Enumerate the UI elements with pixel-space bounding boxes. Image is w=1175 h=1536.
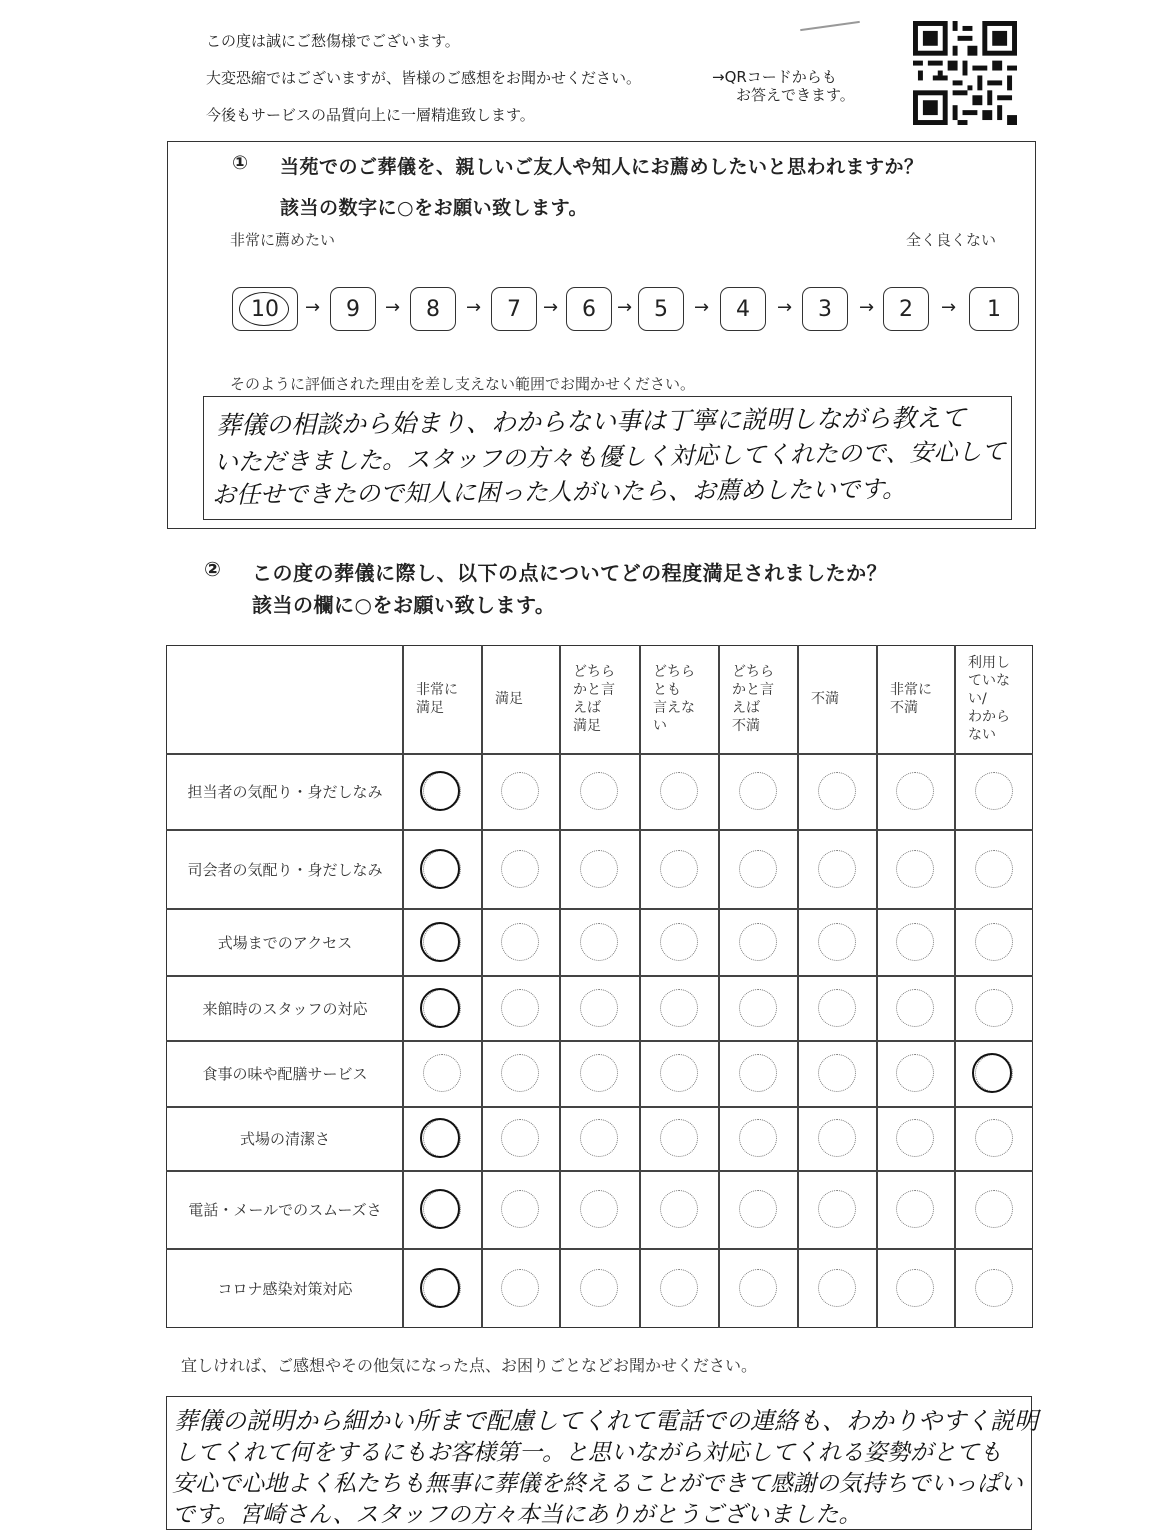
q2-title: この度の葬儀に際し、以下の点についてどの程度満足されましたか？ bbox=[252, 561, 888, 585]
q2-number: ② bbox=[204, 557, 222, 581]
scale-arrow-icon: → bbox=[466, 297, 482, 318]
answer-option-circle[interactable] bbox=[975, 772, 1013, 810]
column-header-line: 満足 bbox=[416, 700, 444, 716]
table-row-label: 担当者の気配り・身だしなみ bbox=[187, 783, 383, 801]
scale-option-5[interactable] bbox=[638, 287, 684, 331]
answer-option-circle[interactable] bbox=[501, 850, 539, 888]
answer-option-circle[interactable] bbox=[739, 1119, 777, 1157]
column-header bbox=[890, 681, 948, 717]
answer-option-circle[interactable] bbox=[818, 989, 856, 1027]
comments-prompt: 宜しければ、ご感想やその他気になった点、お困りごとなどお聞かせください。 bbox=[181, 1356, 758, 1375]
answer-option-circle[interactable] bbox=[739, 923, 777, 961]
column-header-line: 利用し bbox=[968, 655, 1010, 671]
answer-option-circle[interactable] bbox=[580, 923, 618, 961]
scale-left-label: 非常に薦めたい bbox=[230, 231, 336, 249]
answer-option-circle[interactable] bbox=[660, 1119, 698, 1157]
answer-option-circle[interactable] bbox=[896, 772, 934, 810]
answer-option-circle[interactable] bbox=[896, 1054, 934, 1092]
column-header-line: かと言 bbox=[573, 682, 615, 698]
scale-arrow-icon: → bbox=[305, 297, 321, 318]
scale-option-label: 8 bbox=[426, 296, 440, 322]
answer-option-circle[interactable] bbox=[739, 989, 777, 1027]
scale-option-6[interactable] bbox=[566, 287, 612, 331]
answer-option-circle[interactable] bbox=[580, 1190, 618, 1228]
answer-option-circle[interactable] bbox=[818, 1054, 856, 1092]
intro-line-3: 今後もサービスの品質向上に一層精進致します。 bbox=[206, 106, 535, 124]
answer-option-circle[interactable] bbox=[739, 1054, 777, 1092]
scale-arrow-icon: → bbox=[694, 297, 710, 318]
answer-option-circle[interactable] bbox=[580, 1269, 618, 1307]
answer-option-circle[interactable] bbox=[896, 850, 934, 888]
table-row-label: 来館時のスタッフの対応 bbox=[202, 999, 368, 1018]
answer-option-circle[interactable] bbox=[818, 923, 856, 961]
selected-circle-mark bbox=[420, 771, 460, 811]
scale-option-10[interactable] bbox=[232, 287, 298, 331]
table-row-divider bbox=[166, 1040, 1033, 1042]
q2-instruction: 該当の欄に○をお願い致します。 bbox=[252, 593, 556, 617]
table-column-divider bbox=[876, 645, 878, 1328]
scale-option-4[interactable] bbox=[720, 287, 766, 331]
selected-circle-mark bbox=[420, 1118, 460, 1158]
table-column-divider bbox=[559, 645, 561, 1328]
column-header-line: い/ bbox=[968, 691, 987, 707]
answer-option-circle[interactable] bbox=[501, 923, 539, 961]
column-header-line: かと言 bbox=[732, 682, 774, 698]
table-row-label: 電話・メールでのスムーズさ bbox=[188, 1201, 382, 1219]
answer-option-circle[interactable] bbox=[975, 923, 1013, 961]
table-column-divider bbox=[639, 645, 641, 1328]
scale-option-label: 10 bbox=[251, 296, 279, 322]
answer-option-circle[interactable] bbox=[580, 772, 618, 810]
table-row-label: 食事の味や配膳サービス bbox=[202, 1065, 368, 1083]
selected-circle-mark bbox=[420, 1189, 460, 1229]
scale-arrow-icon: → bbox=[543, 297, 559, 318]
scale-option-label: 2 bbox=[899, 296, 913, 322]
selected-circle-mark bbox=[420, 849, 460, 889]
answer-option-circle[interactable] bbox=[580, 1054, 618, 1092]
answer-option-circle[interactable] bbox=[580, 850, 618, 888]
column-header bbox=[653, 663, 712, 735]
answer-option-circle[interactable] bbox=[975, 989, 1013, 1027]
answer-option-circle[interactable] bbox=[896, 1190, 934, 1228]
table-row-divider bbox=[166, 975, 1033, 977]
answer-option-circle[interactable] bbox=[660, 850, 698, 888]
table-row-divider bbox=[166, 1170, 1033, 1172]
scale-arrow-icon: → bbox=[859, 297, 875, 318]
answer-option-circle[interactable] bbox=[818, 850, 856, 888]
answer-option-circle[interactable] bbox=[739, 850, 777, 888]
column-header-line: 満足 bbox=[573, 718, 601, 734]
answer-option-circle[interactable] bbox=[896, 989, 934, 1027]
intro-line-2: 大変恐縮ではございますが、皆様のご感想をお聞かせください。 bbox=[206, 69, 642, 87]
column-header-line: どちら bbox=[732, 664, 774, 680]
answer-option-circle[interactable] bbox=[975, 1269, 1013, 1307]
answer-option-circle[interactable] bbox=[580, 1119, 618, 1157]
column-header bbox=[968, 654, 1027, 744]
answer-option-circle[interactable] bbox=[660, 1054, 698, 1092]
scale-option-label: 6 bbox=[582, 296, 596, 322]
column-header bbox=[416, 681, 475, 717]
table-row-divider bbox=[166, 753, 1033, 755]
column-header-line: 不満 bbox=[732, 718, 760, 734]
pen-mark bbox=[800, 21, 860, 31]
reason-line-2: いただきました。スタッフの方々も優しく対応してくれたので、安心して bbox=[213, 437, 1006, 477]
intro-line-1: この度は誠にご愁傷様でございます。 bbox=[206, 32, 460, 50]
column-header-line: い bbox=[653, 718, 667, 734]
answer-option-circle[interactable] bbox=[501, 1269, 539, 1307]
table-row-label: 式場までのアクセス bbox=[217, 933, 353, 952]
reason-prompt: そのように評価された理由を差し支えない範囲でお聞かせください。 bbox=[230, 375, 696, 393]
selected-circle-mark bbox=[420, 1268, 460, 1308]
table-row-divider bbox=[166, 829, 1033, 831]
column-header-line: えば bbox=[732, 700, 760, 716]
table-column-divider bbox=[481, 645, 483, 1328]
table-row-label: コロナ感染対策対応 bbox=[217, 1280, 353, 1298]
table-row-divider bbox=[166, 1248, 1033, 1250]
column-header bbox=[811, 690, 870, 708]
answer-option-circle[interactable] bbox=[896, 923, 934, 961]
answer-option-circle[interactable] bbox=[501, 1119, 539, 1157]
answer-option-circle[interactable] bbox=[660, 923, 698, 961]
answer-option-circle[interactable] bbox=[580, 989, 618, 1027]
table-column-divider bbox=[718, 645, 720, 1328]
qr-code-icon[interactable] bbox=[910, 21, 1020, 125]
answer-option-circle[interactable] bbox=[896, 1119, 934, 1157]
scale-option-label: 1 bbox=[987, 296, 1001, 322]
column-header-line: どちら bbox=[573, 664, 615, 680]
answer-option-circle[interactable] bbox=[423, 1054, 461, 1092]
column-header-line: 非常に bbox=[416, 682, 458, 698]
scale-option-label: 3 bbox=[818, 296, 832, 322]
q1-number: ① bbox=[232, 152, 249, 174]
answer-option-circle[interactable] bbox=[739, 1190, 777, 1228]
column-header-line: 満足 bbox=[495, 691, 523, 707]
selected-circle-mark bbox=[420, 922, 460, 962]
answer-option-circle[interactable] bbox=[818, 1119, 856, 1157]
table-row-label: 司会者の気配り・身だしなみ bbox=[187, 860, 383, 879]
answer-option-circle[interactable] bbox=[739, 1269, 777, 1307]
scale-arrow-icon: → bbox=[777, 297, 793, 318]
scale-option-label: 5 bbox=[654, 296, 668, 322]
scale-arrow-icon: → bbox=[385, 297, 401, 318]
answer-option-circle[interactable] bbox=[660, 989, 698, 1027]
comment-line-2: してくれて何をするにもお客様第一。と思いながら対応してくれる姿勢がとても bbox=[174, 1440, 1002, 1466]
scale-option-7[interactable] bbox=[491, 287, 537, 331]
column-header-line: 不満 bbox=[811, 691, 839, 707]
column-header bbox=[495, 690, 553, 708]
scale-option-9[interactable] bbox=[330, 287, 376, 331]
answer-option-circle[interactable] bbox=[660, 772, 698, 810]
column-header-line: 言えな bbox=[653, 700, 695, 716]
column-header bbox=[732, 663, 791, 735]
answer-option-circle[interactable] bbox=[501, 1190, 539, 1228]
qr-note-1: →QRコードからも bbox=[712, 68, 837, 86]
selected-circle-mark bbox=[972, 1053, 1012, 1093]
table-column-divider bbox=[797, 645, 799, 1328]
column-header-line: とも bbox=[653, 682, 681, 698]
answer-option-circle[interactable] bbox=[660, 1269, 698, 1307]
q1-instruction: 該当の数字に○をお願い致します。 bbox=[280, 197, 589, 219]
table-column-divider bbox=[402, 645, 404, 1328]
comment-line-3: 安心で心地よく私たちも無事に葬儀を終えることができて感謝の気持ちでいっぱい bbox=[172, 1471, 1023, 1497]
q1-title: 当苑でのご葬儀を、親しいご友人や知人にお薦めしたいと思われますか？ bbox=[280, 156, 924, 178]
answer-option-circle[interactable] bbox=[818, 1269, 856, 1307]
column-header bbox=[573, 663, 633, 735]
table-row-label: 式場の清潔さ bbox=[239, 1130, 330, 1148]
reason-line-1: 葬儀の相談から始まり、わからない事は丁寧に説明しながら教えて bbox=[215, 403, 967, 440]
scale-right-label: 全く良くない bbox=[906, 231, 997, 249]
answer-option-circle[interactable] bbox=[501, 772, 539, 810]
scale-option-label: 7 bbox=[507, 296, 521, 322]
answer-option-circle[interactable] bbox=[975, 1190, 1013, 1228]
qr-note-2: お答えできます。 bbox=[736, 86, 855, 104]
scale-option-1[interactable] bbox=[969, 287, 1019, 331]
reason-line-3: お任せできたので知人に困った人がいたら、お薦めしたいです。 bbox=[211, 474, 907, 510]
answer-option-circle[interactable] bbox=[660, 1190, 698, 1228]
scale-arrow-icon: → bbox=[617, 297, 633, 318]
column-header-line: わから bbox=[968, 709, 1010, 725]
scale-option-label: 4 bbox=[736, 296, 750, 322]
table-row-divider bbox=[166, 908, 1033, 910]
table-row-divider bbox=[166, 1106, 1033, 1108]
scale-arrow-icon: → bbox=[941, 297, 957, 318]
scale-option-3[interactable] bbox=[802, 287, 848, 331]
column-header-line: ない bbox=[968, 727, 996, 743]
scale-option-label: 9 bbox=[346, 296, 360, 322]
answer-option-circle[interactable] bbox=[818, 1190, 856, 1228]
column-header-line: どちら bbox=[653, 664, 695, 680]
answer-option-circle[interactable] bbox=[501, 989, 539, 1027]
answer-option-circle[interactable] bbox=[975, 1119, 1013, 1157]
answer-option-circle[interactable] bbox=[739, 772, 777, 810]
comment-line-1: 葬儀の説明から細かい所まで配慮してくれて電話での連絡も、わかりやすく説明 bbox=[174, 1407, 1038, 1435]
table-column-divider bbox=[954, 645, 956, 1328]
comment-line-4: です。宮崎さん、スタッフの方々本当にありがとうございました。 bbox=[172, 1502, 862, 1528]
answer-option-circle[interactable] bbox=[975, 850, 1013, 888]
column-header-line: えば bbox=[573, 700, 601, 716]
answer-option-circle[interactable] bbox=[818, 772, 856, 810]
scale-option-8[interactable] bbox=[410, 287, 456, 331]
scale-option-2[interactable] bbox=[883, 287, 929, 331]
column-header-line: 不満 bbox=[890, 700, 918, 716]
answer-option-circle[interactable] bbox=[896, 1269, 934, 1307]
answer-option-circle[interactable] bbox=[501, 1054, 539, 1092]
column-header-line: 非常に bbox=[890, 682, 932, 698]
selected-circle-mark bbox=[420, 988, 460, 1028]
column-header-line: ていな bbox=[968, 673, 1010, 689]
